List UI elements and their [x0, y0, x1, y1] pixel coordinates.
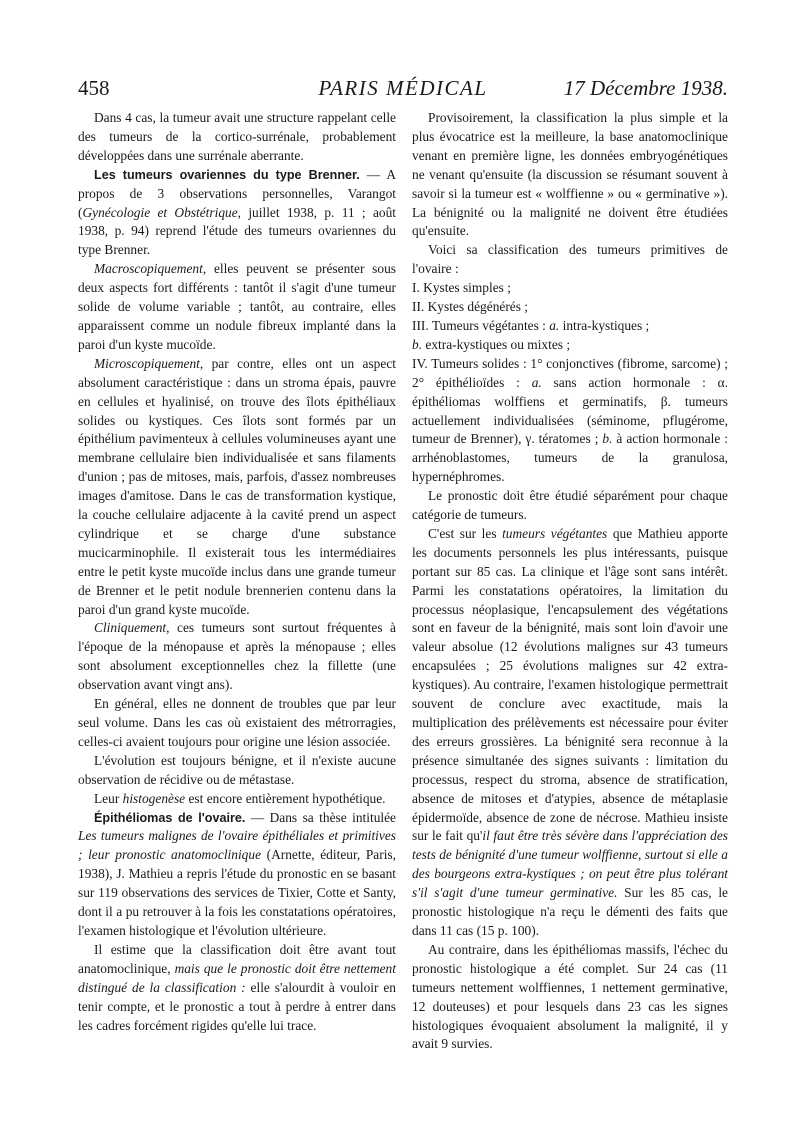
classification-item-1: I. Kystes simples ;: [412, 280, 511, 296]
classification-item-2: II. Kystes dégénérés ;: [412, 299, 529, 315]
paragraph-histogenese: Leur histogenèse est encore entièrement hypothétique.: [94, 790, 386, 806]
paragraph-macroscopie: Macroscopiquement, elles peuvent se présenter sous deux aspects fort différents : tantôt il s'agit d'une tumeur solide de volume variable ; tantôt, au contraire, elles apparaissent comme un nodule fibreux implanté dans la paroi d'un kyste mucoïde.: [78, 261, 396, 352]
paragraph-pronostic: Le pronostic doit être étudié séparément pour chaque catégorie de tumeurs.: [412, 488, 728, 523]
section-heading-brenner: Les tumeurs ovariennes du type Brenner.: [94, 167, 360, 182]
issue-date: 17 Décembre 1938.: [563, 76, 728, 100]
classification-item-4: IV. Tumeurs solides : 1° conjonctives (fibrome, sarcome) ; 2° épithélioïdes : a. sans action hormonale : α. épithéliomas wolffiens et germinatifs, β. tumeurs actuellement individualisées (séminome, pflugérome, tumeur de Brenner), γ. tératomes ; b. à action hormonale : arrhénoblastomes, tumeurs de la granulosa, hypernéphromes.: [412, 355, 728, 485]
classification-item-3: III. Tumeurs végétantes : a. intra-kystiques ;: [412, 317, 650, 333]
paragraph-evolution: L'évolution est toujours bénigne, et il n'existe aucune observation de récidive ou de métastase.: [78, 752, 396, 787]
paragraph-classification: Il estime que la classification doit être avant tout anatomoclinique, mais que le pronostic doit être nettement distingué de la classification : elle s'alourdit à vouloir en tenir compte, et le pronostic a tout à perdre à entrer dans les cadres forcément rigides qu'elle lui trace.: [78, 941, 396, 1033]
paragraph-clinique: Cliniquement, ces tumeurs sont surtout fréquentes à l'époque de la ménopause et après la ménopause ; elles sont absolument exceptionnelles chez la fillette (une observation avant vingt ans).: [78, 620, 396, 693]
running-header: [78, 71, 728, 105]
section-heading-epitheliomas: Épithéliomas de l'ovaire.: [94, 810, 246, 825]
right-column: [412, 109, 728, 1054]
paragraph-general: En général, elles ne donnent de troubles que par leur seul volume. Dans les cas où existaient des métrorragies, celles-ci avaient toujours pour origine une lésion associée.: [78, 696, 396, 749]
paragraph-brenner-intro: Les tumeurs ovariennes du type Brenner. — A propos de 3 observations personnelles, Varangot (Gynécologie et Obstétrique, juillet 1938, p. 11 ; août 1938, p. 94) reprend l'étude des tumeurs ovariennes du type Brenner.: [78, 166, 396, 258]
paragraph-cortico-surrenale: Dans 4 cas, la tumeur avait une structure rappelant celle des tumeurs de la cortico-surrénale, probablement développées dans une surrénale aberrante.: [78, 110, 396, 163]
paragraph-microscopie: Microscopiquement, par contre, elles ont un aspect absolument caractéristique : dans un stroma épais, pauvre en cellules et hyalinisé, on trouve des îlots épithéliaux solides ou kystiques. Ces îlots sont formés par un épithélium pavimenteux à cellules volumineuses ayant une membrane cellulaire bien individualisée et sans filaments d'union ; pas de mitoses, mais, parfois, d'assez nombreuses images d'amitose. Dans le cas de transformation kystique, la couche cellulaire adjacente à la cavité prend un aspect cylindrique et se charge d'une substance mucicarminophile. Il existerait tous les intermédiaires entre le petit kyste mucoïde inclus dans une grande tumeur de Brenner et le petit nodule brennerien contenu dans la paroi d'un grand kyste mucoïde.: [78, 355, 396, 617]
citation-thesis: Les tumeurs malignes de l'ovaire épithéliales et primitives ; leur pronostic anatomoclinique: [78, 828, 396, 863]
page-number: 458: [78, 76, 110, 100]
journal-title: PARIS MÉDICAL: [318, 76, 488, 100]
paragraph-provisoirement: Provisoirement, la classification la plus simple et la plus évocatrice est la meilleure, la base anatomoclinique venant en première ligne, les données embryogénétiques ne venant qu'ensuite (la discussion se résumant souvent à savoir si la tumeur est « wolffienne » ou « germinative »). La bénignité ou la malignité ne doivent être étudiées qu'ensuite.: [412, 110, 728, 239]
citation-journal: Gynécologie et Obstétrique: [82, 204, 238, 220]
paragraph-epitheliomas-massifs: Au contraire, dans les épithéliomas massifs, l'échec du pronostic histologique a été complet. Sur 24 cas (11 tumeurs nettement wolffiennes, 1 nettement germinative, 12 douteuses) et pour lesquels dans 23 cas les signes histologiques évoquaient absolument la malignité, il y avait 9 survies.: [412, 941, 728, 1052]
paragraph-epitheliomas-intro: Épithéliomas de l'ovaire. — Dans sa thèse intitulée Les tumeurs malignes de l'ovaire épithéliales et primitives ; leur pronostic anatomoclinique (Arnette, éditeur, Paris, 1938), J. Mathieu a repris l'étude du pronostic en se basant sur 119 observations des services de Tixier, Cotte et Santy, dont il a pu retrouver à la fois les constatations opératoires, l'examen histologique et l'évolution ultérieure.: [78, 809, 397, 938]
classification-item-3b: b. extra-kystiques ou mixtes ;: [412, 336, 571, 352]
left-column: [78, 109, 396, 1035]
paragraph-tumeurs-vegetantes: C'est sur les tumeurs végétantes que Mathieu apporte les documents personnels les plus intéressants, puisque portant sur 85 cas. La clinique et l'âge sont sans intérêt. Parmi les constatations opératoires, la limitation du processus néoplasique, l'encapsulement des végétations sont en faveur de la bénignité, mais sont loin d'avoir une valeur absolue (12 évolutions malignes sur 43 tumeurs encapsulées ; 25 évolutions malignes sur 42 extra-kystiques). Au contraire, l'examen histologique permettrait souvent de conclure avec exactitude, mais la multiplication des prélèvements est nécessaire pour éviter des erreurs grossières. La bénignité sera reconnue à la présence simultanée des signes suivants : limitation du processus, respect du stroma, absence de stratification, absence de mitoses et d'atypies, absence de métaplasie épidermoïde, absence de zone de nécrose. Mathieu insiste sur le fait qu'il faut être très sévère dans l'appréciation des tests de bénignité d'une tumeur wolffienne, surtout si elle a des bourgeons extra-kystiques ; on peut être plus tolérant s'il s'agit d'une tumeur germinative. Sur les 85 cas, le pronostic histologique n'a reçu le démenti des faits que dans 11 cas (15 p. 100).: [412, 525, 729, 938]
paragraph-classification-intro: Voici sa classification des tumeurs primitives de l'ovaire :: [412, 242, 728, 277]
